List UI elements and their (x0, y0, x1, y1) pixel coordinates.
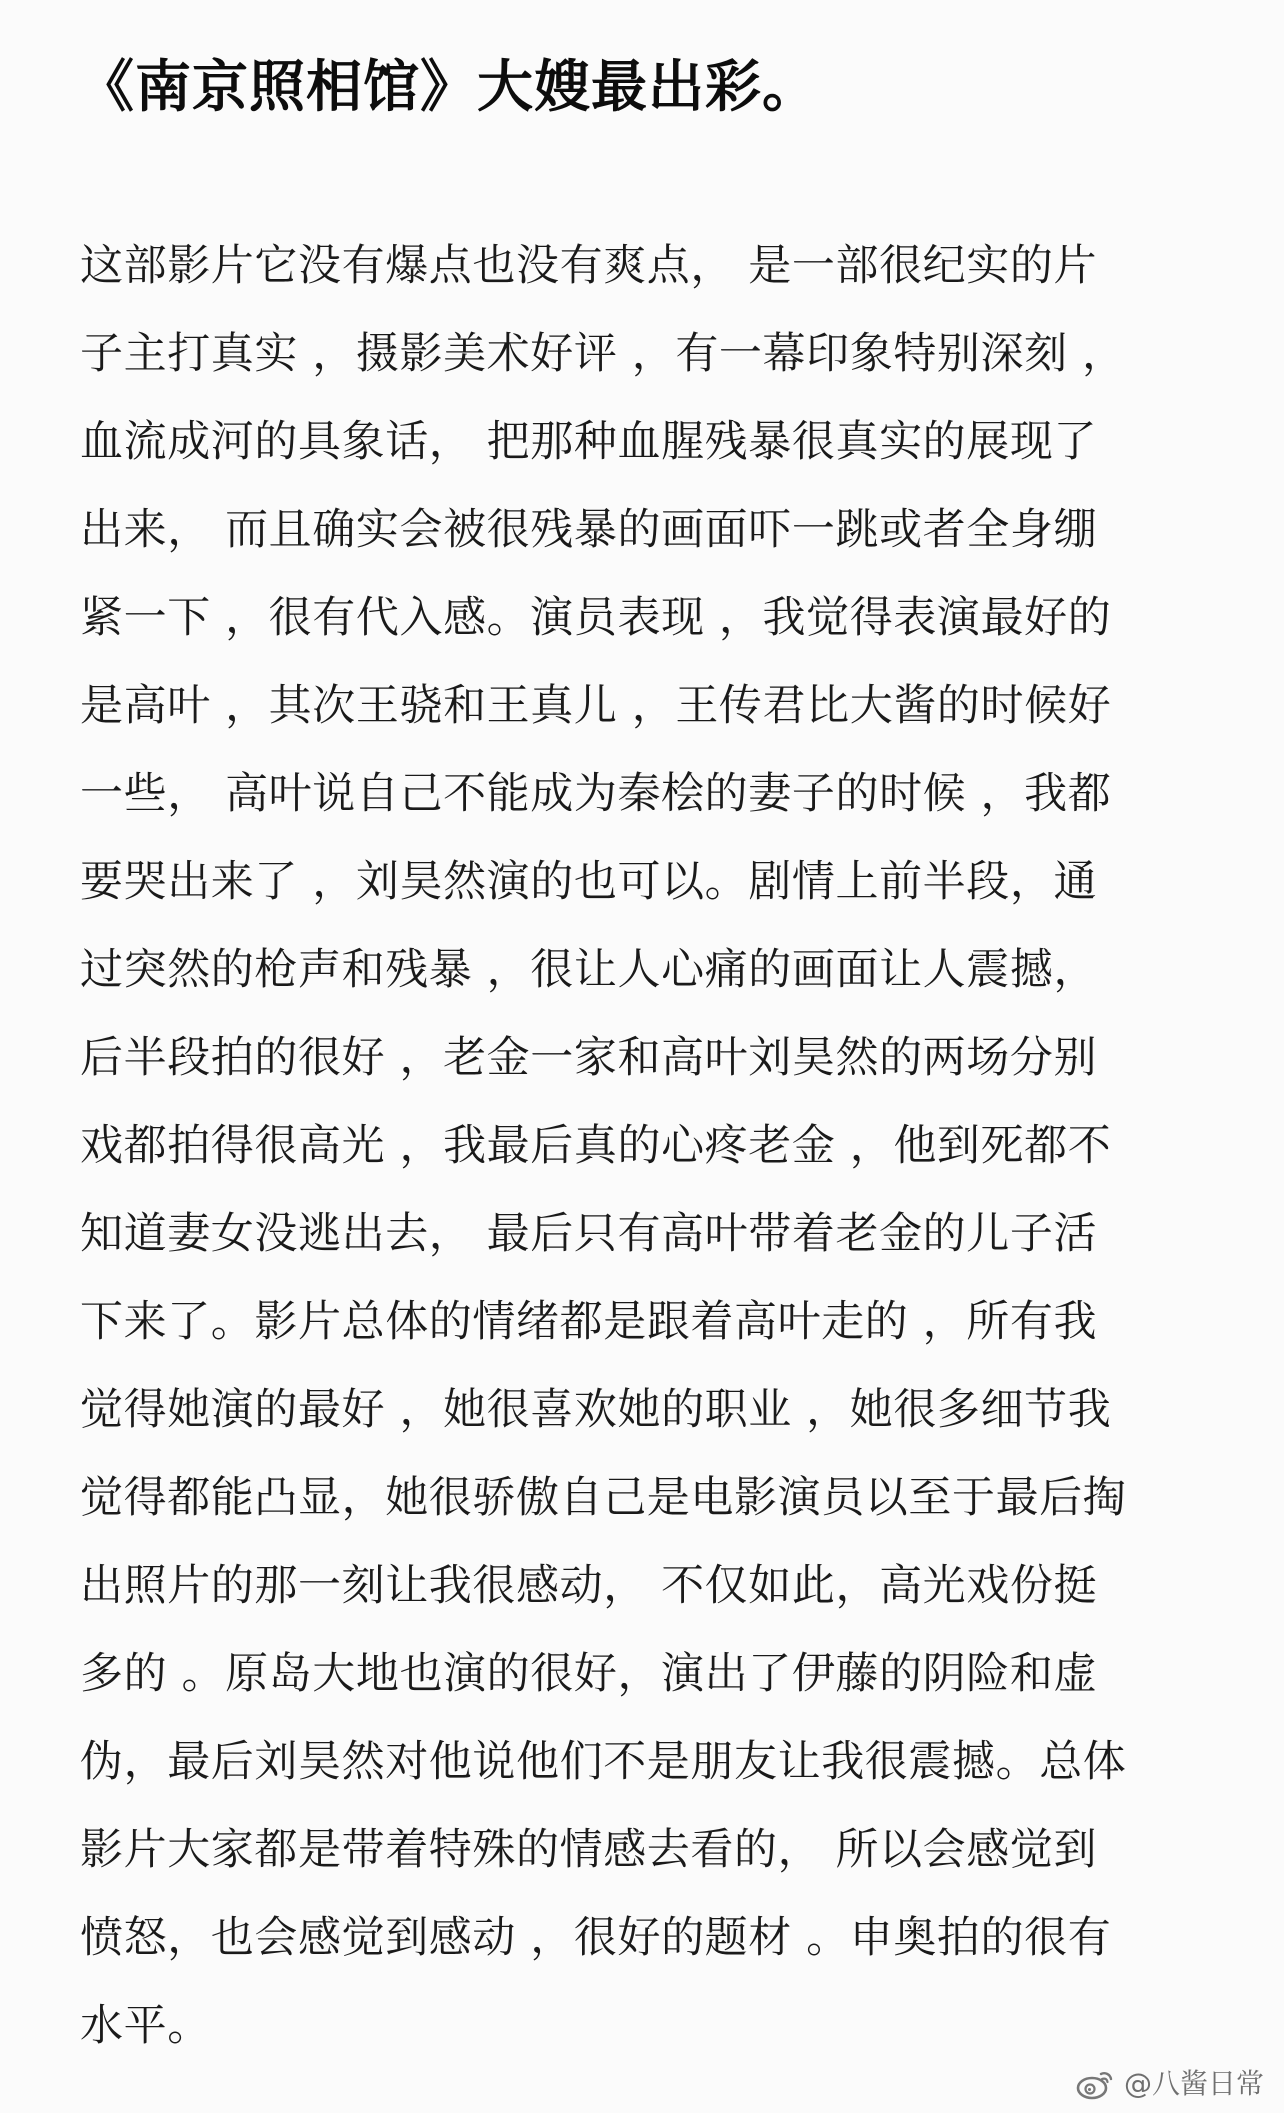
post-body-line: 子主打真实 ，摄影美术好评 ，有一幕印象特别深刻 ， (80, 329, 1126, 379)
post-body-line: 水平。 (80, 2001, 211, 2051)
weibo-logo-icon (1074, 2067, 1116, 2101)
post-body-line: 影片大家都是带着特殊的情感去看的， 所以会感觉到 (80, 1825, 1098, 1875)
post-body-line: 是高叶 ，其次王骁和王真儿 ，王传君比大酱的时候好 (80, 681, 1112, 731)
post-body (80, 222, 1220, 2070)
post-body-line: 紧一下 ，很有代入感。演员表现 ，我觉得表演最好的 (80, 593, 1112, 643)
watermark-text: @八酱日常 (1123, 2067, 1264, 2100)
post-body-line: 过突然的枪声和残暴 ，很让人心痛的画面让人震撼， (80, 945, 1098, 995)
post-body-line: 觉得她演的最好 ，她很喜欢她的职业 ，她很多细节我 (80, 1385, 1112, 1435)
post-body-line: 要哭出来了 ，刘昊然演的也可以。剧情上前半段，通 (80, 857, 1098, 907)
post-body-line: 这部影片它没有爆点也没有爽点， 是一部很纪实的片 (80, 241, 1098, 291)
post-body-line: 血流成河的具象话， 把那种血腥残暴很真实的展现了 (80, 417, 1098, 467)
post-body-line: 觉得都能凸显，她很骄傲自己是电影演员以至于最后掏 (80, 1473, 1127, 1523)
post-body-line: 后半段拍的很好 ，老金一家和高叶刘昊然的两场分别 (80, 1033, 1098, 1083)
post-body-line: 戏都拍得很高光 ，我最后真的心疼老金 ，他到死都不 (80, 1121, 1112, 1171)
post-body-line: 一些， 高叶说自己不能成为秦桧的妻子的时候 ，我都 (80, 769, 1112, 819)
post-body-line: 下来了。影片总体的情绪都是跟着高叶走的 ，所有我 (80, 1297, 1098, 1347)
post-body-line: 多的 。原岛大地也演的很好，演出了伊藤的阴险和虚 (80, 1649, 1098, 1699)
post-body-line: 出照片的那一刻让我很感动， 不仅如此，高光戏份挺 (80, 1561, 1098, 1611)
post-body-line: 伪，最后刘昊然对他说他们不是朋友让我很震撼。总体 (80, 1737, 1127, 1787)
post-title: 《南京照相馆》大嫂最出彩。 (78, 55, 819, 120)
post-body-line: 出来， 而且确实会被很残暴的画面吓一跳或者全身绷 (80, 505, 1098, 555)
watermark (1074, 2067, 1264, 2101)
post-body-line: 知道妻女没逃出去， 最后只有高叶带着老金的儿子活 (80, 1209, 1098, 1259)
post-body-line: 愤怒，也会感觉到感动 ，很好的题材 。申奥拍的很有 (80, 1913, 1112, 1963)
